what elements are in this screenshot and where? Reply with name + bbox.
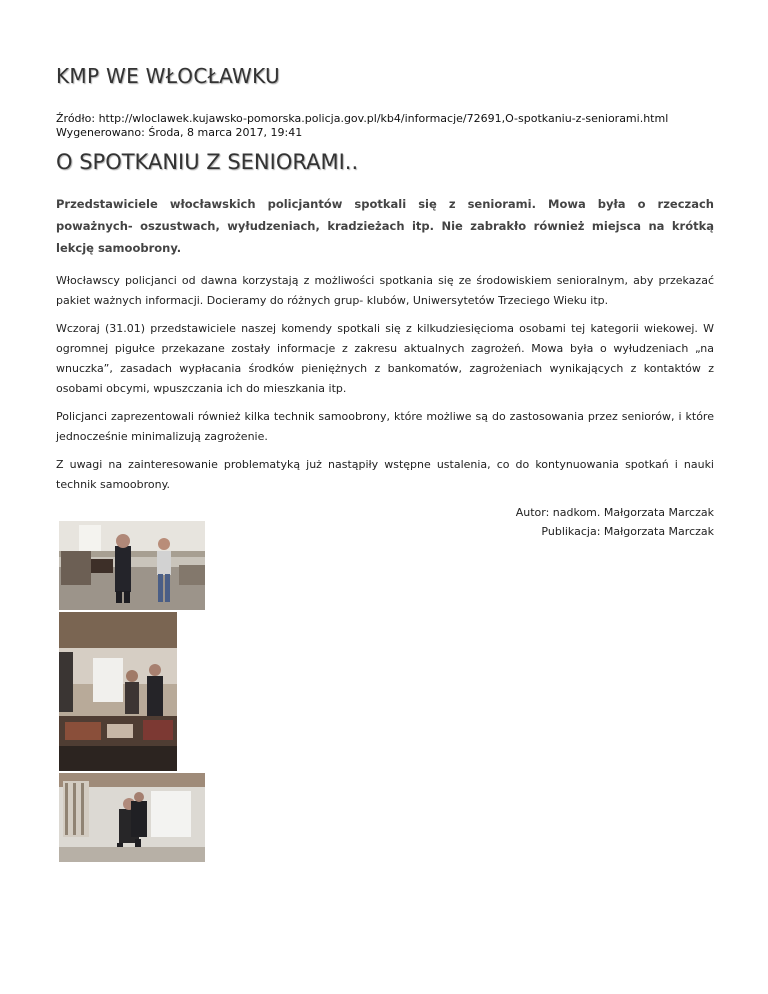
article-lead: Przedstawiciele włocławskich policjantów spotkali się z seniorami. Mowa była o rzeczach poważnych- oszustwach, wyłudzeniach, kradzieżach itp. Nie zabrakło również miejsca na krótką lekcję samoobrony. [56,197,714,255]
photo-self-defense-demo [59,521,205,610]
photo-technique-demo [59,773,205,862]
article-paragraph: Policjanci zaprezentowali również kilka technik samoobrony, które możliwe są do zastosowania przez seniorów, i które jednocześnie minimalizują zagrożenie. [56,410,714,443]
generated-date: Wygenerowano: Środa, 8 marca 2017, 19:41 [56,126,303,139]
article-paragraph: Z uwagi na zainteresowanie problematyką już nastąpiły wstępne ustalenia, co do kontynuowania spotkań i nauki technik samoobrony. [56,458,714,491]
photo-seniors-meeting [59,612,177,771]
article-publication: Publikacja: Małgorzata Marczak [541,525,714,538]
article-content [56,193,714,541]
article-title: O SPOTKANIU Z SENIORAMI.. [56,150,359,174]
source-url: Źródło: http://wloclawek.kujawsko-pomorska.policja.gov.pl/kb4/informacje/72691,O-spotkaniu-z-seniorami.html [56,112,669,125]
article-author: Autor: nadkom. Małgorzata Marczak [515,506,714,519]
article-paragraph: Włocławscy policjanci od dawna korzystają z możliwości spotkania się ze środowiskiem senioralnym, aby przekazać pakiet ważnych informacji. Docieramy do różnych grup- klubów, Uniwersytetów Trzeciego Wieku itp. [56,274,714,307]
site-title: KMP WE WŁOCŁAWKU [56,64,280,88]
document-meta [56,112,668,140]
article-paragraph: Wczoraj (31.01) przedstawiciele naszej komendy spotkali się z kilkudziesięcioma osobami tej kategorii wiekowej. W ogromnej pigułce przekazane zostały informacje z zakresu aktualnych zagrożeń. Mowa była o wyłudzeniach „na wnuczka”, zasadach wypłacania środków pieniężnych z bankomatów, zagrożeniach wynikających z kontaktów z osobami obcymi, wpuszczania ich do mieszkania itp. [56,322,714,395]
